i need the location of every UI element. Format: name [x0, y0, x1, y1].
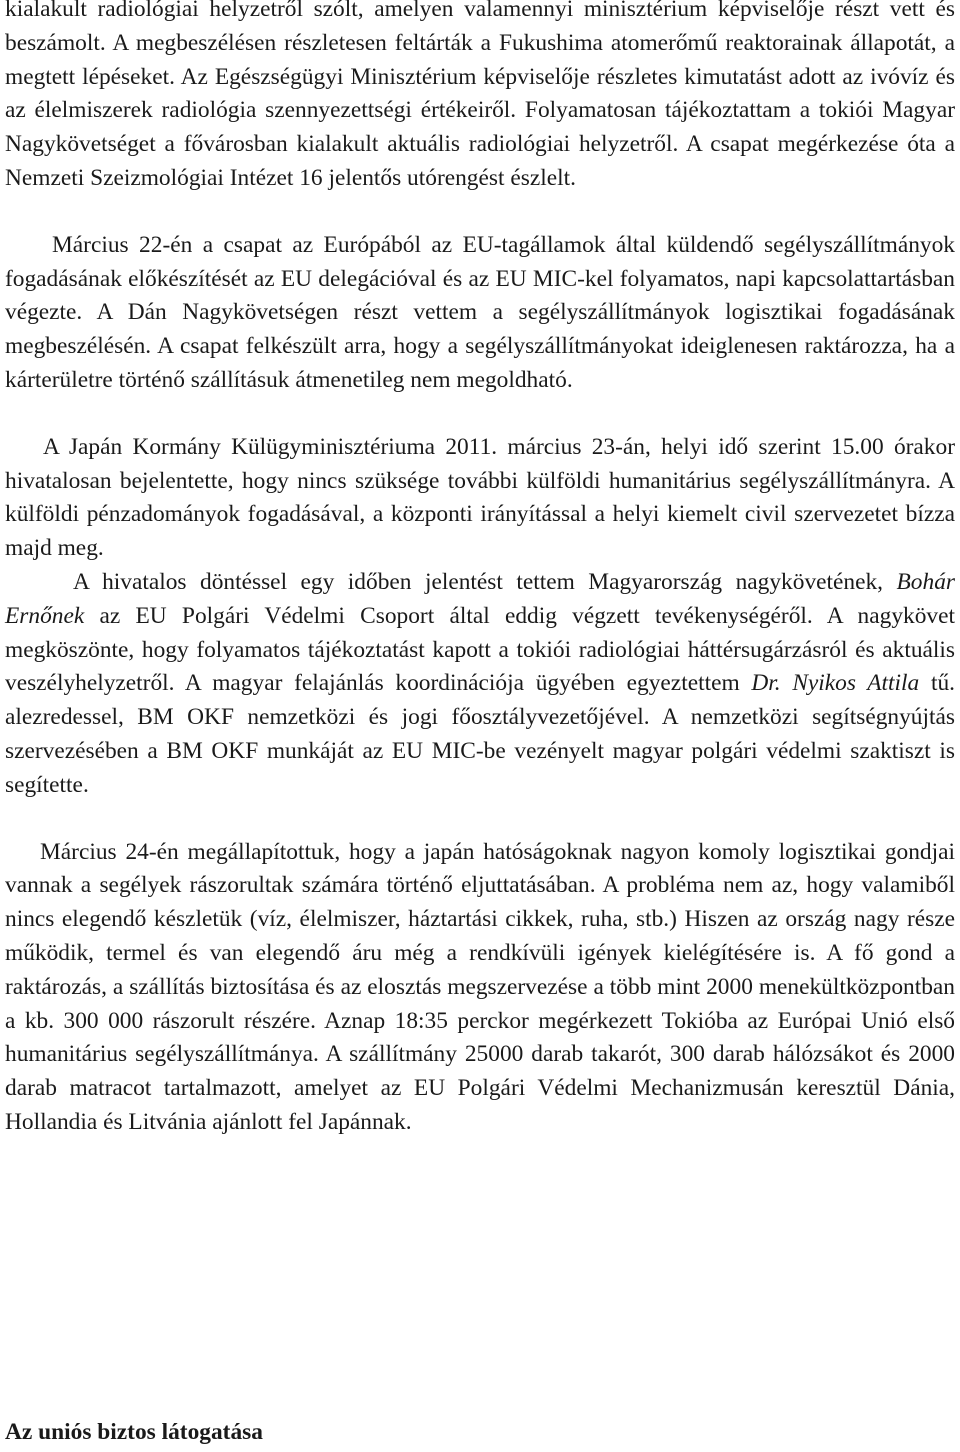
- italic-name: Bohár Ernőnek: [5, 568, 955, 629]
- document-body: [5, 0, 955, 1140]
- text-run: Március 22-én a csapat az Európából az EU-tagállamok által küldendő segélyszállítmányok fogadásának előkészítését az EU delegációval és az EU MIC-kel folyamatos, napi kapcsolattartásban végezte. A Dán Nagykövetségen részt vettem a segélyszállítmányok logisztikai fogadásának megbeszélésén. A csapat felkészült arra, hogy a segélyszállítmányokat ideiglenesen raktározza, ha a kárterületre történő szállításuk átmenetileg nem megoldható.: [5, 231, 955, 393]
- paragraph: [5, 566, 955, 803]
- text-run: tű. alezredessel, BM OKF nemzetközi és jogi főosztályvezetőjével. A nemzetközi segítségnyújtás szervezésében a BM OKF munkáját az EU MIC-be vezényelt magyar polgári védelmi szaktiszt is segítette.: [5, 670, 956, 798]
- paragraph: [5, 431, 955, 566]
- text-run: Március 24-én megállapítottuk, hogy a japán hatóságoknak nagyon komoly logisztikai gondjai vannak a segélyek rászorultak számára történő eljuttatásában. A probléma nem az, hogy valamiből nincs elegendő készletük (víz, élelmiszer, háztartási cikkek, ruha, stb.) Hiszen az ország nagy része működik, termel és van elegendő áru még a rendkívüli igények kielégítésére is. A fő gond a raktározás, a szállítás biztosítása és az elosztás megszervezése a több mint 2000 menekültközpontban a kb. 300 000 rászorult részére. Aznap 18:35 perckor megérkezett Tokióba az Európai Unió első humanitárius segélyszállítmánya. A szállítmány 25000 darab takarót, 300 darab hálózsákot és 2000 darab matracot tartalmazott, amelyet az EU Polgári Védelmi Mechanizmusán keresztül Dánia, Hollandia és Litvánia ajánlott fel Japánnak.: [5, 838, 955, 1135]
- section-heading: Az uniós biztos látogatása: [5, 1419, 263, 1445]
- paragraph: [5, 229, 955, 398]
- text-run: A hivatalos döntéssel egy időben jelentést tettem Magyarország nagykövetének,: [73, 568, 897, 595]
- paragraph: [5, 0, 955, 196]
- text-run: A Japán Kormány Külügyminisztériuma 2011. március 23-án, helyi idő szerint 15.00 órakor hivatalosan bejelentette, hogy nincs szüksége további külföldi humanitárius segélyszállítmányra. A külföldi pénzadományok fogadásával, a központi irányítással a helyi kiemelt civil szervezetet bízza majd meg.: [5, 433, 955, 562]
- text-run: az EU Polgári Védelmi Csoport által eddig végzett tevékenységéről. A nagykövet megköszönte, hogy folyamatos tájékoztatást kapott a tokiói radiológiai háttérsugárzásról és aktuális veszélyhelyzetről. A magyar felajánlás koordinációja ügyében egyeztettem: [5, 602, 955, 697]
- text-run: kialakult radiológiai helyzetről szólt, amelyen valamennyi minisztérium képviselője részt vett és beszámolt. A megbeszélésen részletesen feltárták a Fukushima atomerőmű reaktorainak állapotát, a megtett lépéseket. Az Egészségügyi Minisztérium képviselője részletes kimutatást adott az ivóvíz és az élelmiszerek radiológia szennyezettségi értékeiről. Folyamatosan tájékoztattam a tokiói Magyar Nagykövetséget a fővárosban kialakult aktuális radiológiai helyzetről. A csapat megérkezése óta a Nemzeti Szeizmológiai Intézet 16 jelentős utórengést észlelt.: [5, 0, 955, 191]
- italic-name: Dr. Nyikos Attila: [751, 670, 920, 697]
- paragraph: [5, 836, 955, 1140]
